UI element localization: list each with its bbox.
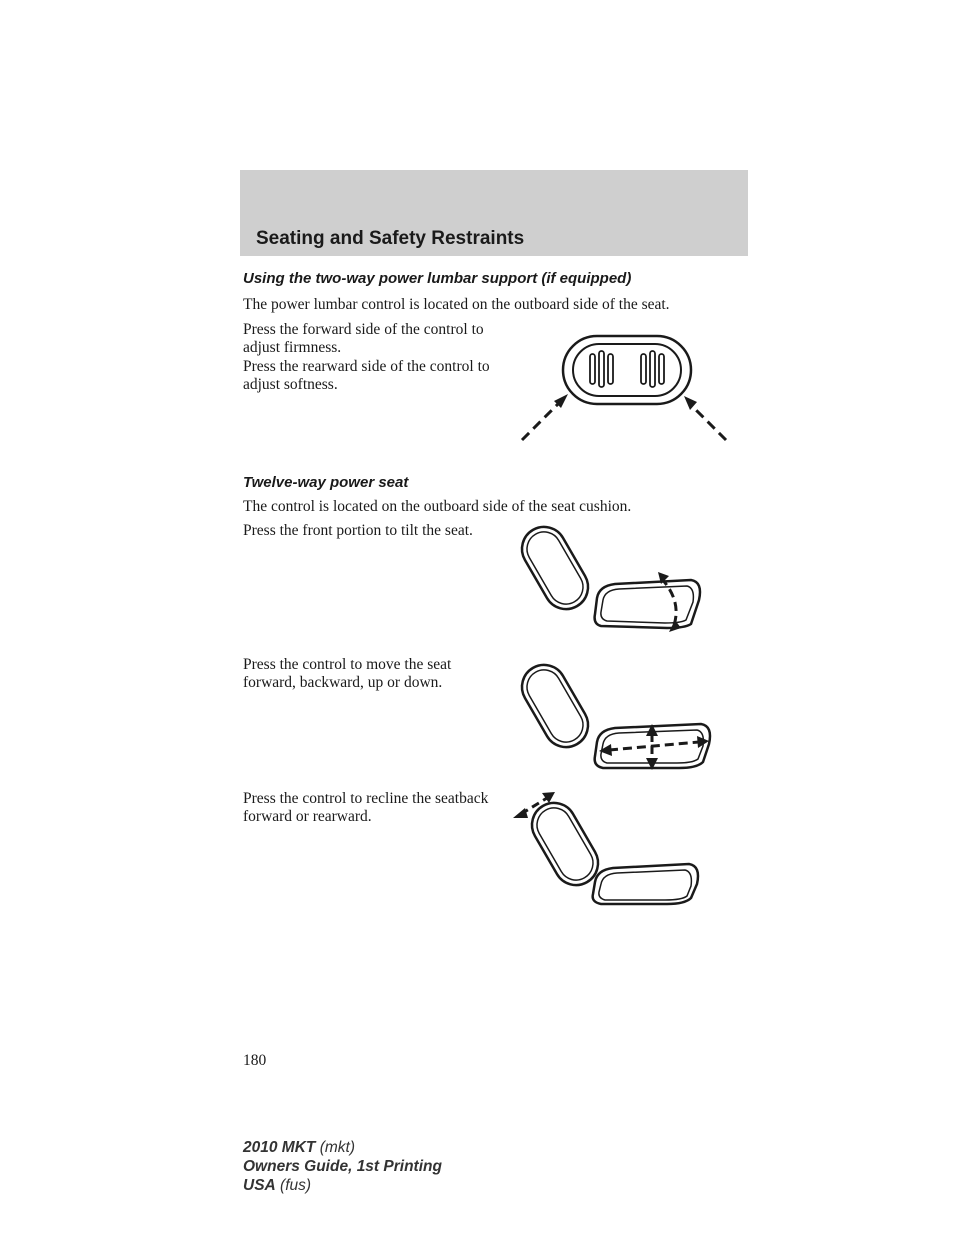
footer-model: 2010 MKT — [243, 1139, 316, 1156]
footer-line-2: Owners Guide, 1st Printing — [243, 1158, 442, 1175]
lumbar-forward-text: Press the forward side of the control to adjust firmness. — [243, 321, 484, 356]
footer-market: USA — [243, 1177, 276, 1194]
power-seat-heading: Twelve-way power seat — [243, 474, 409, 491]
footer-line-1 — [243, 1138, 543, 1157]
page-number: 180 — [243, 1052, 267, 1069]
lumbar-heading: Using the two-way power lumbar support (if equipped) — [243, 270, 632, 287]
tilt-seat-illustration — [515, 520, 715, 640]
footer-model-code: (mkt) — [319, 1139, 355, 1156]
print-footer — [243, 1138, 543, 1195]
footer-line-3 — [243, 1176, 543, 1195]
power-seat-intro: The control is located on the outboard side of the seat cushion. — [243, 498, 632, 515]
move-seat-illustration — [515, 656, 720, 781]
lumbar-intro: The power lumbar control is located on the outboard side of the seat. — [243, 296, 670, 313]
move-text: Press the control to move the seat forward, backward, up or down. — [243, 656, 452, 691]
recline-seat-illustration — [505, 786, 705, 912]
tilt-text: Press the front portion to tilt the seat. — [243, 522, 473, 539]
lumbar-control-illustration — [510, 330, 750, 450]
footer-market-code: (fus) — [280, 1177, 312, 1194]
lumbar-rearward-text: Press the rearward side of the control to adjust softness. — [243, 358, 490, 393]
recline-text: Press the control to recline the seatback forward or rearward. — [243, 790, 489, 825]
section-header-band — [240, 170, 748, 256]
section-title: Seating and Safety Restraints — [256, 228, 525, 249]
